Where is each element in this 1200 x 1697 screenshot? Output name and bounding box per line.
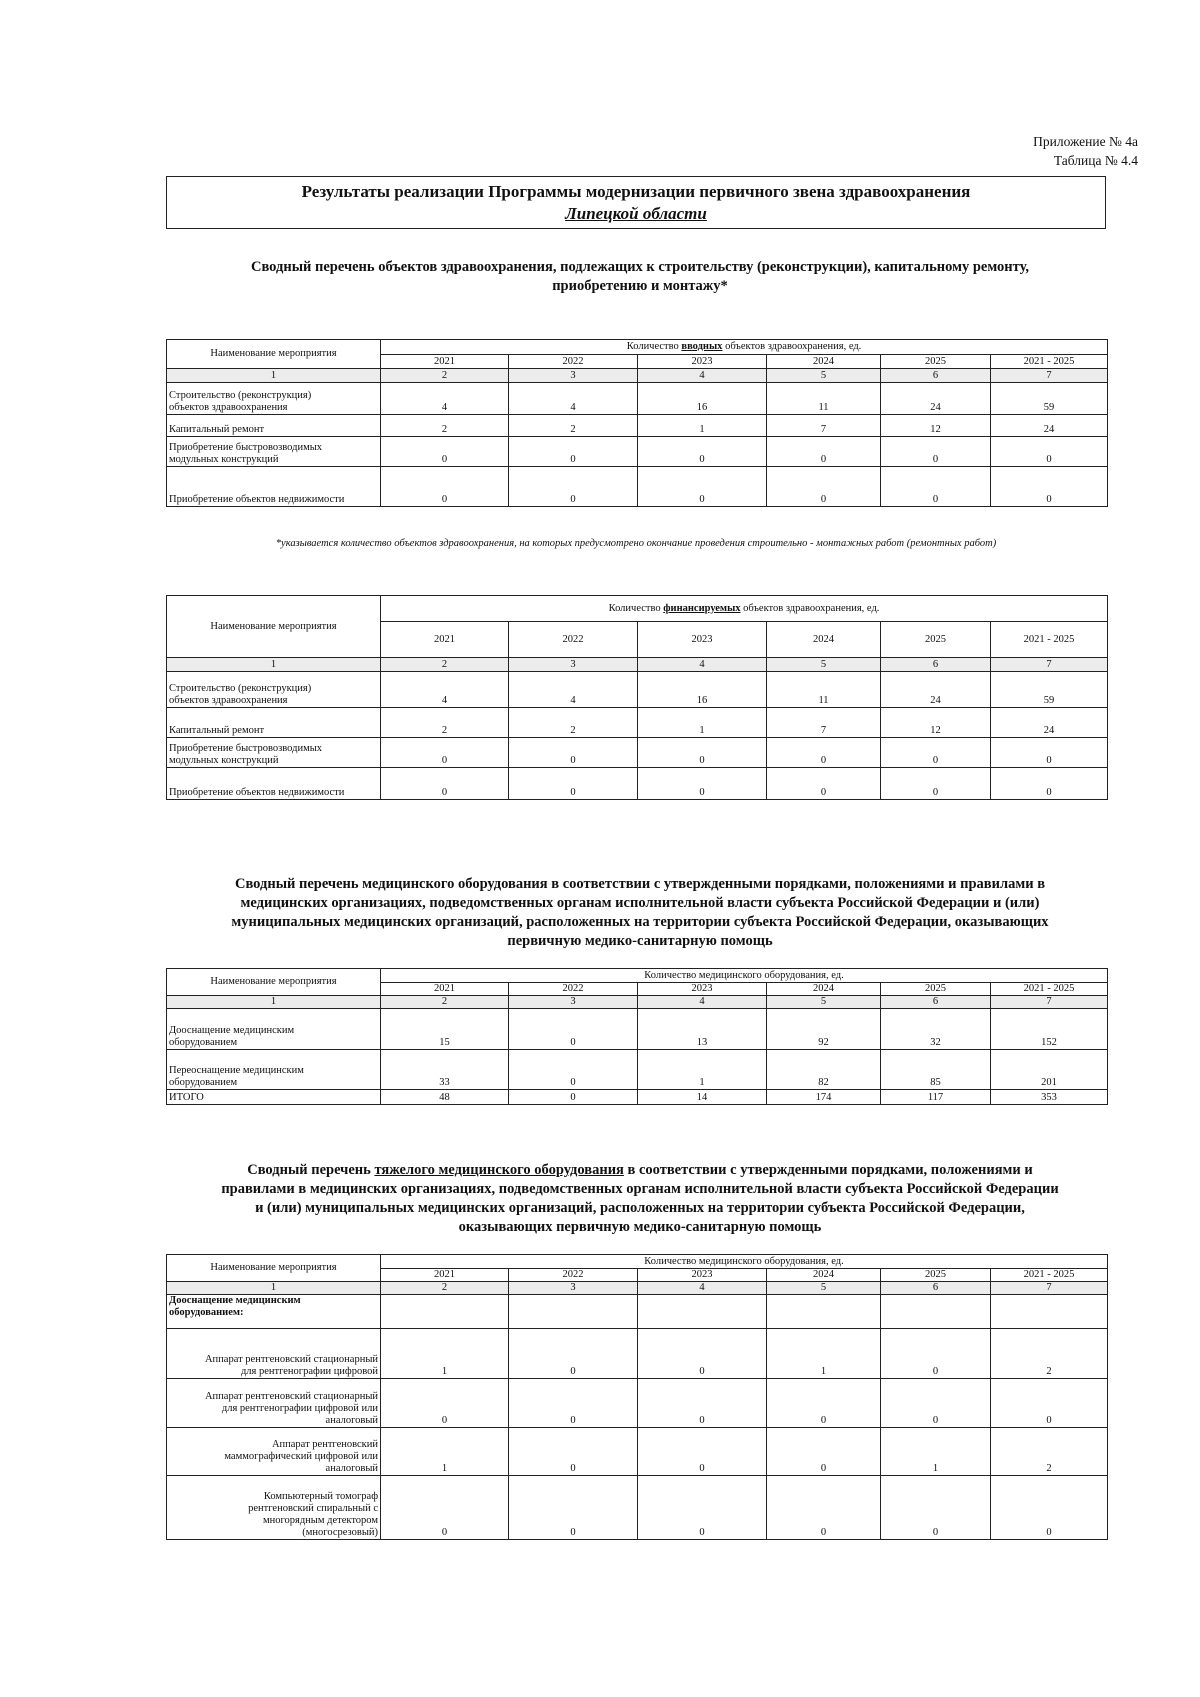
group-header: Количество медицинского оборудования, ед. (381, 969, 1108, 983)
table-medical-equipment (166, 968, 1108, 1105)
year-header: 2021 - 2025 (991, 1269, 1108, 1282)
section3-heading: Сводный перечень тяжелого медицинского оборудования в соответствии с утвержденными порядками, положениями и правилами в медицинских организациях, подведомственных органам исполнительной власти субъекта Российской Федерации и (или) муниципальных медицинских организаций, расположенных на территории субъекта Российской Федерации, оказывающих первичную медико-санитарную помощь (221, 1162, 1059, 1235)
year-header: 2021 (381, 983, 509, 996)
year-header: 2025 (881, 1269, 991, 1282)
region-name: Липецкой области (565, 204, 707, 223)
table-commissioned-objects (166, 339, 1108, 507)
year-header: 2023 (638, 1269, 767, 1282)
group-header: Количество медицинского оборудования, ед. (381, 1255, 1108, 1269)
table-row: Приобретение объектов недвижимости 0 0 0 0 0 0 (167, 467, 1108, 507)
year-header: 2023 (638, 355, 767, 369)
year-header: 2024 (767, 355, 881, 369)
year-header: 2021 (381, 355, 509, 369)
year-header: 2022 (509, 983, 638, 996)
year-header: 2021 - 2025 (991, 622, 1108, 658)
year-header: 2024 (767, 1269, 881, 1282)
year-header: 2021 - 2025 (991, 983, 1108, 996)
section1-heading: Сводный перечень объектов здравоохранения, подлежащих к строительству (реконструкции), капитальному ремонту, приобретению и монтажу* (250, 259, 1029, 294)
name-column-header: Наименование мероприятия (167, 969, 381, 996)
appendix-label (1033, 132, 1138, 170)
table-row-total: ИТОГО 48 0 14 174 117 353 (167, 1090, 1108, 1105)
column-index-row: 1 2 3 4 5 6 7 (167, 369, 1108, 383)
table-heavy-medical-equipment (166, 1254, 1108, 1540)
section2-heading: Сводный перечень медицинского оборудования в соответствии с утвержденными порядками, положениями и правилами в медицинских организациях, подведомственных органам исполнительной власти субъекта Российской Федерации и (или) муниципальных медицинских организаций, расположенных на территории субъекта Российской Федерации, оказывающих первичную медико-санитарную помощь (231, 876, 1049, 949)
table-row: Аппарат рентгеновский стационарный для рентгенографии цифровой 1 0 0 1 0 2 (167, 1329, 1108, 1379)
column-index-row: 1 2 3 4 5 6 7 (167, 1282, 1108, 1295)
year-header: 2021 - 2025 (991, 355, 1108, 369)
column-index-row: 1 2 3 4 5 6 7 (167, 658, 1108, 672)
table-number: Таблица № 4.4 (1053, 153, 1138, 168)
table-row: Приобретение быстровозводимых модульных конструкций 0 0 0 0 0 0 (167, 437, 1108, 467)
year-header: 2025 (881, 622, 991, 658)
year-header: 2022 (509, 355, 638, 369)
year-header: 2023 (638, 983, 767, 996)
year-header: 2024 (767, 983, 881, 996)
table-section-row: Дооснащение медицинским оборудованием: (167, 1295, 1108, 1329)
appendix-number: Приложение № 4а (1033, 134, 1138, 149)
table-row: Компьютерный томограф рентгеновский спиральный с многорядным детектором (многосрезовый) 0 0 0 0 0 0 (167, 1476, 1108, 1540)
year-header: 2022 (509, 622, 638, 658)
group-header: Количество финансируемых объектов здравоохранения, ед. (381, 596, 1108, 622)
year-header: 2021 (381, 1269, 509, 1282)
table-row: Приобретение объектов недвижимости 0 0 0 0 0 0 (167, 768, 1108, 800)
name-column-header: Наименование мероприятия (167, 596, 381, 658)
table-financed-objects (166, 595, 1108, 800)
year-header: 2024 (767, 622, 881, 658)
year-header: 2025 (881, 355, 991, 369)
table-row: Дооснащение медицинским оборудованием 15 0 13 92 32 152 (167, 1009, 1108, 1050)
footnote: *указывается количество объектов здравоохранения, на которых предусмотрено окончание проведения строительно - монтажных работ (ремонтных работ) (275, 538, 997, 549)
year-header: 2022 (509, 1269, 638, 1282)
year-header: 2021 (381, 622, 509, 658)
table-row: Аппарат рентгеновский маммографический цифровой или аналоговый 1 0 0 0 1 2 (167, 1428, 1108, 1476)
name-column-header: Наименование мероприятия (167, 340, 381, 369)
year-header: 2025 (881, 983, 991, 996)
table-row: Капитальный ремонт 2 2 1 7 12 24 (167, 415, 1108, 437)
name-column-header: Наименование мероприятия (167, 1255, 381, 1282)
group-header: Количество вводных объектов здравоохранения, ед. (381, 340, 1108, 355)
table-row: Аппарат рентгеновский стационарный для рентгенографии цифровой или аналоговый 0 0 0 0 0 0 (167, 1379, 1108, 1428)
table-row: Строительство (реконструкция) объектов здравоохранения 4 4 16 11 24 59 (167, 383, 1108, 415)
year-header: 2023 (638, 622, 767, 658)
column-index-row: 1 2 3 4 5 6 7 (167, 996, 1108, 1009)
table-row: Приобретение быстровозводимых модульных конструкций 0 0 0 0 0 0 (167, 738, 1108, 768)
document-title: Результаты реализации Программы модернизации первичного звена здравоохранения (301, 182, 971, 201)
table-row: Капитальный ремонт 2 2 1 7 12 24 (167, 708, 1108, 738)
document-title-box (166, 176, 1106, 229)
table-row: Переоснащение медицинским оборудованием 33 0 1 82 85 201 (167, 1050, 1108, 1090)
table-row: Строительство (реконструкция) объектов здравоохранения 4 4 16 11 24 59 (167, 672, 1108, 708)
